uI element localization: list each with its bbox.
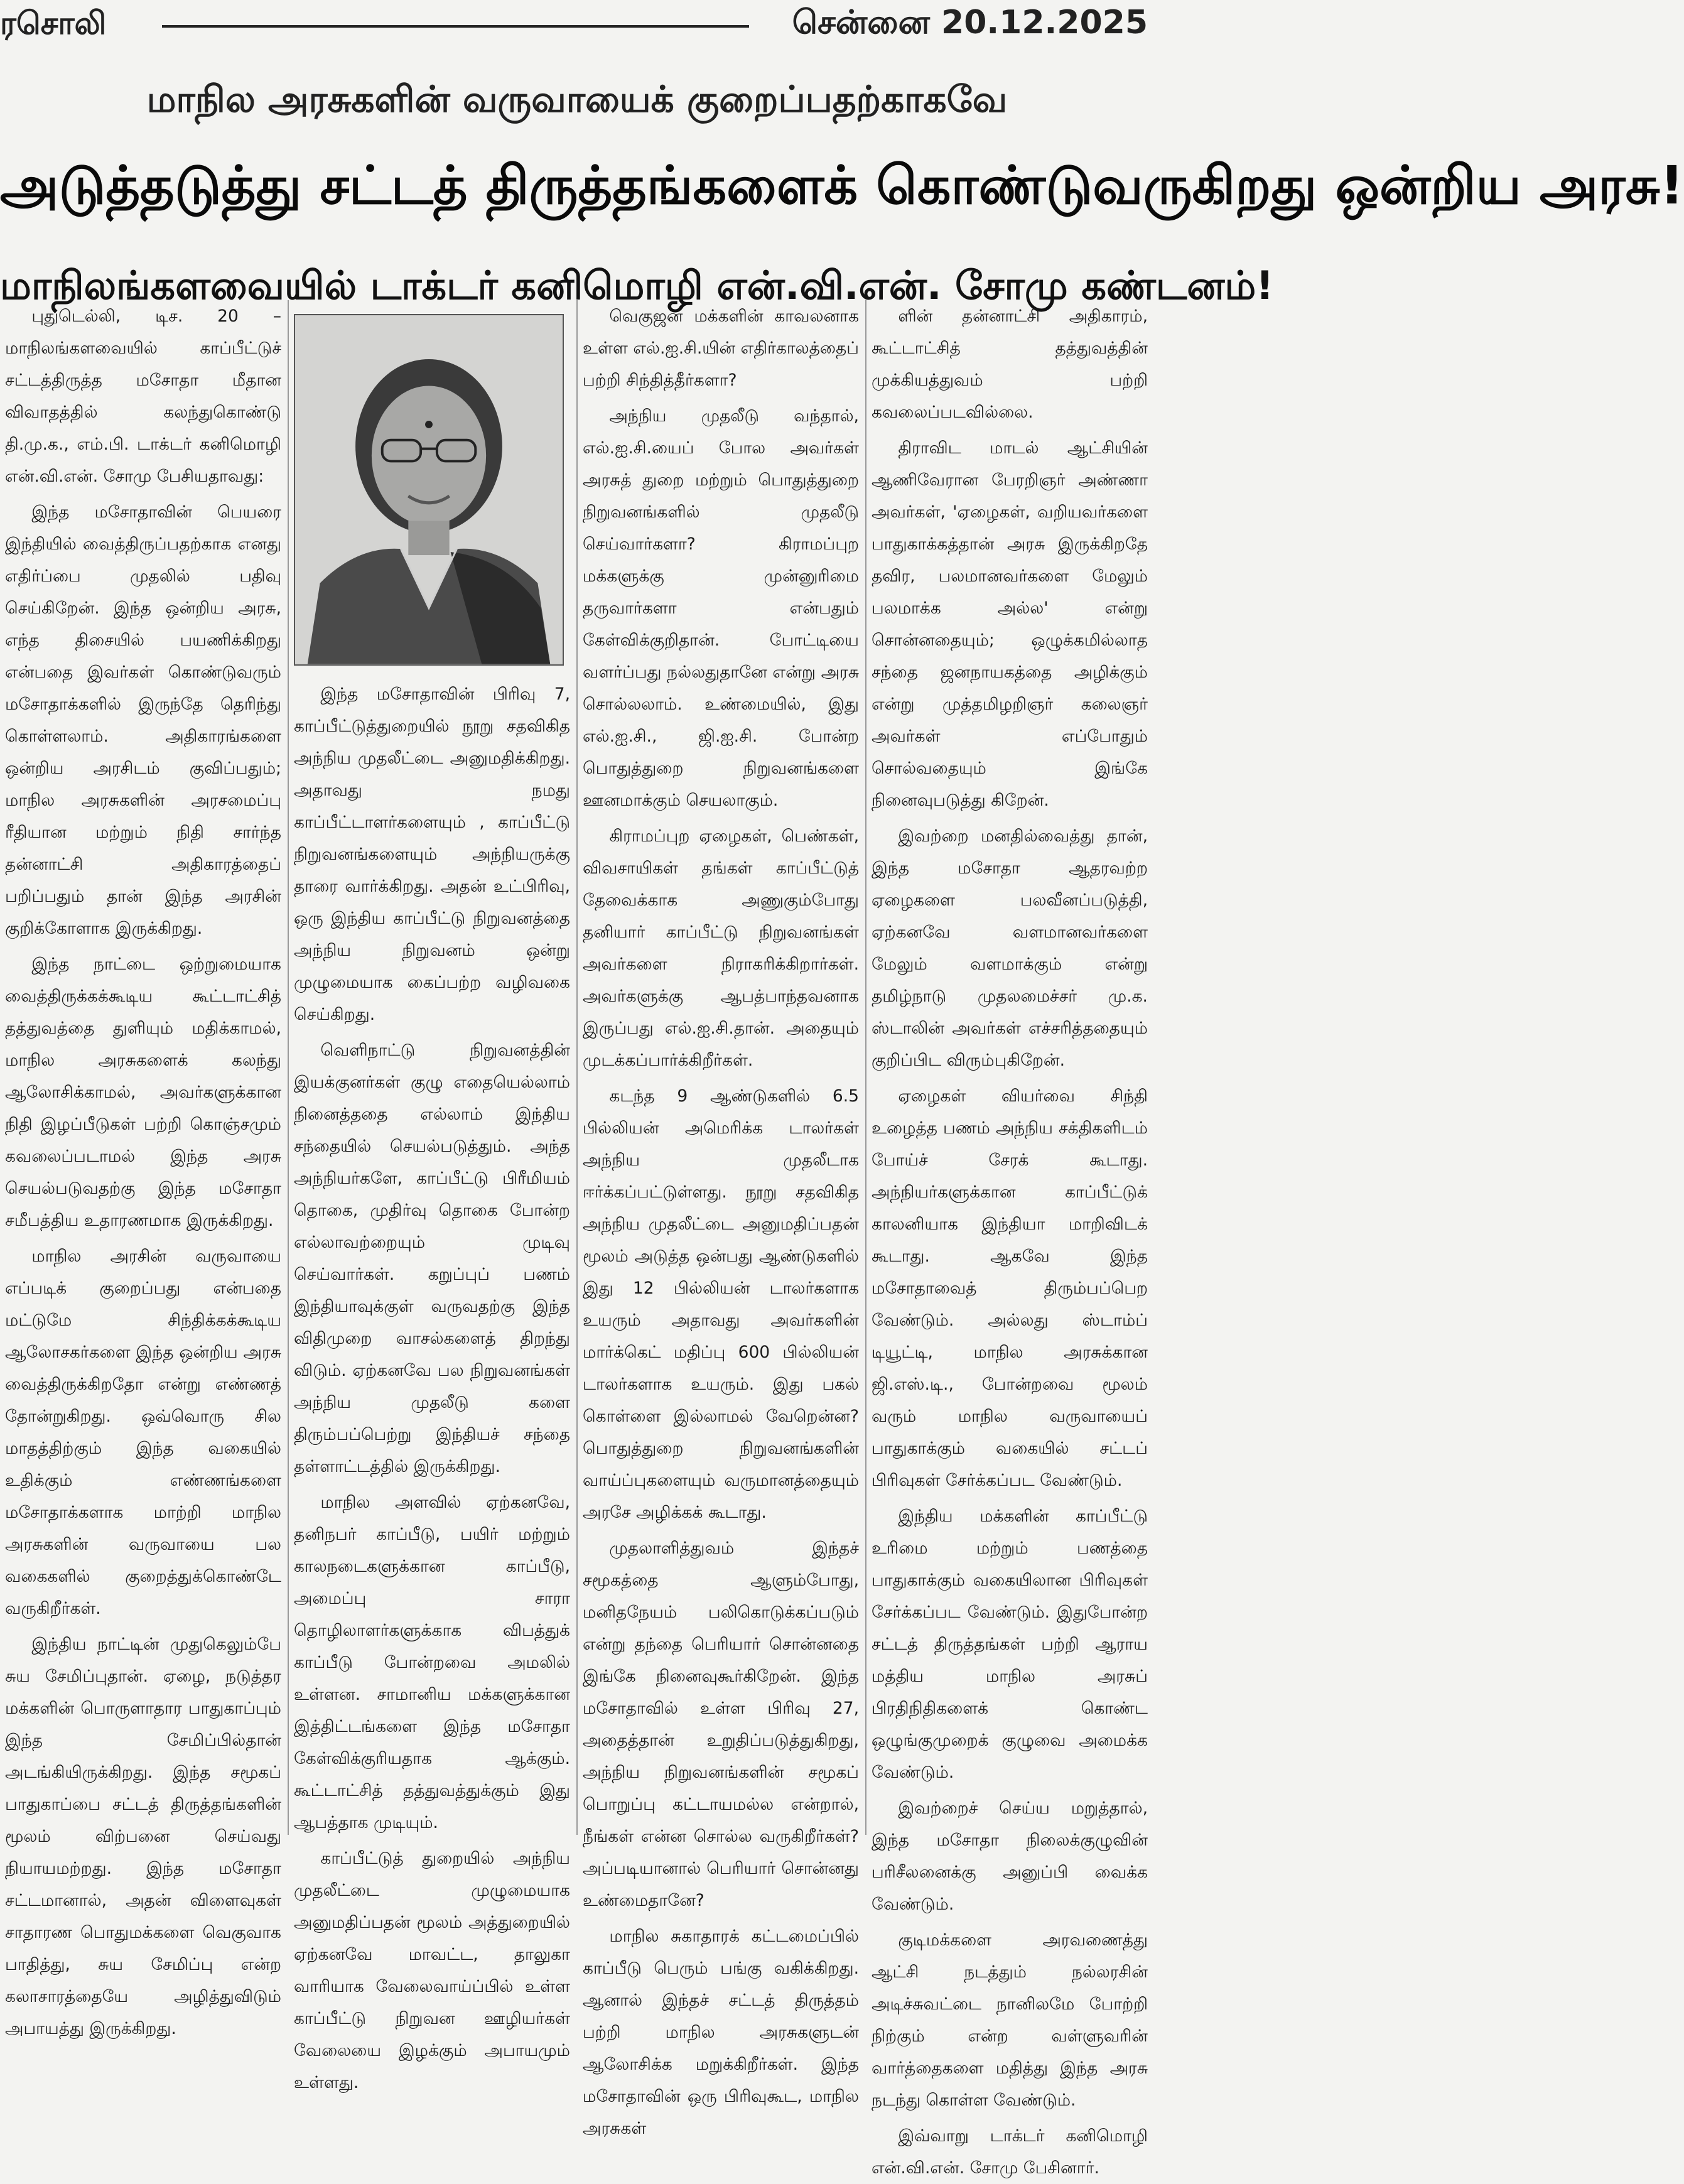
- paragraph: குடிமக்களை அரவணைத்து ஆட்சி நடத்தும் நல்லரசின் அடிச்சுவட்டை நானிலமே போற்றி நிற்கும் என்ற வள்ளுவரின் வார்த்தைகளை மதித்து இந்த அரசு நடந்து கொள்ள வேண்டும்.: [872, 1930, 1148, 2110]
- article-column-1: [5, 300, 281, 2038]
- paragraph: வெகுஜன மக்களின் காவலனாக உள்ள எல்.ஐ.சி.யின் எதிர்காலத்தைப் பற்றி சிந்தித்தீர்களா?: [583, 306, 859, 390]
- paragraph: வெளிநாட்டு நிறுவனத்தின் இயக்குனர்கள் குழு எதையெல்லாம் நினைத்ததை எல்லாம் இந்திய சந்தையில் செயல்படுத்தும். அந்த அந்நியர்களே, காப்பீட்டு பிரீமியம் தொகை, முதிர்வு தொகை போன்ற எல்லாவற்றையும் முடிவு செய்வார்கள். கறுப்புப் பணம் இந்தியாவுக்குள் வருவதற்கு இந்த விதிமுறை வாசல்களைத் திறந்து விடும். ஏற்கனவே பல நிறுவனங்கள் அந்நிய முதலீடு களை திரும்பப்பெற்று இந்தியச் சந்தை தள்ளாட்டத்தில் இருக்கிறது.: [294, 1041, 570, 1476]
- portrait-person-icon: [295, 315, 563, 664]
- portrait-photo: [294, 314, 564, 666]
- paragraph: இந்திய நாட்டின் முதுகெலும்பே சுய சேமிப்புதான். ஏழை, நடுத்தர மக்களின் பொருளாதார பாதுகாப்பும் இந்த சேமிப்பில்தான் அடங்கியிருக்கிறது. இந்த சமூகப் பாதுகாப்பை சட்டத் திருத்தங்களின் மூலம் விற்பனை செய்வது நியாயமற்றது. இந்த மசோதா சட்டமானால், அதன் விளைவுகள் சாதாரண பொதுமக்களை வெகுவாக பாதித்து, சுய சேமிப்பு என்ற கலாசாரத்தையே அழித்துவிடும் அபாயத்து இருக்கிறது.: [5, 1635, 281, 2038]
- paragraph: காப்பீட்டுத் துறையில் அந்நிய முதலீட்டை முழுமையாக அனுமதிப்பதன் மூலம் அத்துறையில் ஏற்கனவே மாவட்ட, தாலுகா வாரியாக வேலைவாய்ப்பில் உள்ள காப்பீட்டு நிறுவன ஊழியர்கள் வேலையை இழக்கும் அபாயமும் உள்ளது.: [294, 1849, 570, 2092]
- headline-kicker: மாநில அரசுகளின் வருவாயைக் குறைப்பதற்காகவே: [146, 78, 1008, 121]
- paragraph: கடந்த 9 ஆண்டுகளில் 6.5 பில்லியன் அமெரிக்க டாலர்கள் அந்நிய முதலீடாக ஈர்க்கப்பட்டுள்ளது. நூறு சதவிகித அந்நிய முதலீட்டை அனுமதிப்பதன் மூலம் அடுத்த ஒன்பது ஆண்டுகளில் இது 12 பில்லியன் டாலர்களாக உயரும் அதாவது அவர்களின் மார்க்கெட் மதிப்பு 600 பில்லியன் டாலர்களாக உயரும். இது பகல் கொள்ளை இல்லாமல் வேறென்ன? பொதுத்துறை நிறுவனங்களின் வாய்ப்புகளையும் வருமானத்தையும் அரசே அழிக்கக் கூடாது.: [583, 1086, 859, 1522]
- paragraph: மாநில அரசின் வருவாயை எப்படிக் குறைப்பது என்பதை மட்டுமே சிந்திக்கக்கூடிய ஆலோசகர்களை இந்த ஒன்றிய அரசு வைத்திருக்கிறதோ என்று எண்ணத் தோன்றுகிறது. ஒவ்வொரு சில மாதத்திற்கும் இந்த வகையில் உதிக்கும் எண்ணங்களை மசோதாக்களாக மாற்றி மாநில அரசுகளின் வருவாயை பல வகைகளில் குறைத்துக்கொண்டே வருகிறீர்கள்.: [5, 1246, 281, 1618]
- article-column-2: [294, 678, 570, 2092]
- paragraph: புதுடெல்லி, டிச. 20 – மாநிலங்களவையில் காப்பீட்டுச் சட்டத்திருத்த மசோதா மீதான விவாதத்தில் கலந்துகொண்டு தி.மு.க., எம்.பி. டாக்டர் கனிமொழி என்.வி.என். சோமு பேசியதாவது:: [5, 306, 281, 486]
- headline-main: அடுத்தடுத்து சட்டத் திருத்தங்களைக் கொண்டுவருகிறது ஒன்றிய அரசு!: [0, 154, 1684, 216]
- paragraph: இந்த மசோதாவின் பெயரை இந்தியில் வைத்திருப்பதற்காக எனது எதிர்ப்பை முதலில் பதிவு செய்கிறேன். இந்த ஒன்றிய அரசு, எந்த திசையில் பயணிக்கிறது என்பதை இவர்கள் கொண்டுவரும் மசோதாக்களில் இருந்தே தெரிந்து கொள்ளலாம். அதிகாரங்களை ஒன்றிய அரசிடம் குவிப்பதும்; மாநில அரசுகளின் அரசமைப்பு ரீதியான மற்றும் நிதி சார்ந்த தன்னாட்சி அதிகாரத்தைப் பறிப்பதும் தான் இந்த அரசின் குறிக்கோளாக இருக்கிறது.: [5, 502, 281, 938]
- paragraph: மாநில சுகாதாரக் கட்டமைப்பில் காப்பீடு பெரும் பங்கு வகிக்கிறது. ஆனால் இந்தச் சட்டத் திருத்தம் பற்றி மாநில அரசுகளுடன் ஆலோசிக்க மறுக்கிறீர்கள். இந்த மசோதாவின் ஒரு பிரிவுகூட, மாநில அரசுகள்: [583, 1927, 859, 2138]
- paragraph: இந்த நாட்டை ஒற்றுமையாக வைத்திருக்கக்கூடிய கூட்டாட்சித் தத்துவத்தை துளியும் மதிக்காமல், மாநில அரசுகளைக் கலந்து ஆலோசிக்காமல், அவர்களுக்கான நிதி இழப்பீடுகள் பற்றி கொஞ்சமும் கவலைப்படாமல் இந்த அரசு செயல்படுவதற்கு இந்த மசோதா சமீபத்திய உதாரணமாக இருக்கிறது.: [5, 954, 281, 1230]
- newspaper-name: ரசொலி: [0, 5, 107, 41]
- paragraph: ஏழைகள் வியர்வை சிந்தி உழைத்த பணம் அந்நிய சக்திகளிடம் போய்ச் சேரக் கூடாது. அந்நியர்களுக்கான காப்பீட்டுக் காலனியாக இந்தியா மாறிவிடக் கூடாது. ஆகவே இந்த மசோதாவைத் திரும்பப்பெற வேண்டும். அல்லது ஸ்டாம்ப் டியூட்டி, மாநில அரசுக்கான ஜி.எஸ்.டி., போன்றவை மூலம் வரும் மாநில வருவாயைப் பாதுகாக்கும் வகையில் சட்டப் பிரிவுகள் சேர்க்கப்பட வேண்டும்.: [872, 1086, 1148, 1490]
- paragraph: இந்திய மக்களின் காப்பீட்டு உரிமை மற்றும் பணத்தை பாதுகாக்கும் வகையிலான பிரிவுகள் சேர்க்கப்பட வேண்டும். இதுபோன்ற சட்டத் திருத்தங்கள் பற்றி ஆராய மத்திய மாநில அரசுப் பிரதிநிதிகளைக் கொண்ட ஒழுங்குமுறைக் குழுவை அமைக்க வேண்டும்.: [872, 1506, 1148, 1782]
- paragraph: ளின் தன்னாட்சி அதிகாரம், கூட்டாட்சித் தத்துவத்தின் முக்கியத்துவம் பற்றி கவலைப்படவில்லை.: [872, 306, 1148, 422]
- paragraph: இவ்வாறு டாக்டர் கனிமொழி என்.வி.என். சோமு பேசினார்.: [872, 2126, 1148, 2178]
- column-divider: [288, 300, 289, 1835]
- paragraph: மாநில அளவில் ஏற்கனவே, தனிநபர் காப்பீடு, பயிர் மற்றும் காலநடைகளுக்கான காப்பீடு, அமைப்பு சாரா தொழிலாளர்களுக்காக விபத்துக் காப்பீடு போன்றவை அமலில் உள்ளன. சாமானிய மக்களுக்கான இத்திட்டங்களை இந்த மசோதா கேள்விக்குரியதாக ஆக்கும். கூட்டாட்சித் தத்துவத்துக்கும் இது ஆபத்தாக முடியும்.: [294, 1493, 570, 1832]
- paragraph: அந்நிய முதலீடு வந்தால், எல்.ஐ.சி.யைப் போல அவர்கள் அரசுத் துறை மற்றும் பொதுத்துறை நிறுவனங்களில் முதலீடு செய்வார்களா? கிராமப்புற மக்களுக்கு முன்னுரிமை தருவார்களா என்பதும் கேள்விக்குறிதான். போட்டியை வளர்ப்பது நல்லதுதானே என்று அரசு சொல்லலாம். உண்மையில், இது எல்.ஐ.சி., ஜி.ஐ.சி. போன்ற பொதுத்துறை நிறுவனங்களை ஊனமாக்கும் செயலாகும்.: [583, 406, 859, 810]
- paragraph: இந்த மசோதாவின் பிரிவு 7, காப்பீட்டுத்துறையில் நூறு சதவிகித அந்நிய முதலீட்டை அனுமதிக்கிறது. அதாவது நமது காப்பீட்டாளர்களையும் , காப்பீட்டு நிறுவனங்களையும் அந்நியருக்கு தாரை வார்க்கிறது. அதன் உட்பிரிவு, ஒரு இந்திய காப்பீட்டு நிறுவனத்தை அந்நிய நிறுவனம் ஒன்று முழுமையாக கைப்பற்ற வழிவகை செய்கிறது.: [294, 684, 570, 1024]
- masthead: [0, 0, 1154, 51]
- article-column-4: [872, 300, 1148, 2178]
- paragraph: திராவிட மாடல் ஆட்சியின் ஆணிவேரான பேரறிஞர் அண்ணா அவர்கள், 'ஏழைகள், வறியவர்களை பாதுகாக்கத்தான் அரசு இருக்கிறதே தவிர, பலமானவர்களை மேலும் பலமாக்க அல்ல' என்று சொன்னதையும்; ஒழுக்கமில்லாத சந்தை ஜனநாயகத்தை அழிக்கும் என்று முத்தமிழறிஞர் கலைஞர் அவர்கள் எப்போதும் சொல்வதையும் இங்கே நினைவுபடுத்து கிறேன்.: [872, 438, 1148, 810]
- masthead-rule: [162, 25, 749, 28]
- paragraph: கிராமப்புற ஏழைகள், பெண்கள், விவசாயிகள் தங்கள் காப்பீட்டுத் தேவைக்காக அணுகும்போது தனியார் காப்பீட்டு நிறுவனங்கள் அவர்களை நிராகரிக்கிறார்கள். அவர்களுக்கு ஆபத்பாந்தவனாக இருப்பது எல்.ஐ.சி.தான். அதையும் முடக்கப்பார்க்கிறீர்கள்.: [583, 826, 859, 1070]
- column-divider: [865, 300, 866, 1835]
- column-divider: [576, 300, 578, 1835]
- city-dateline: சென்னை 20.12.2025: [792, 4, 1148, 41]
- paragraph: இவற்றை மனதில்வைத்து தான், இந்த மசோதா ஆதரவற்ற ஏழைகளை பலவீனப்படுத்தி, ஏற்கனவே வளமானவர்களை மேலும் வளமாக்கும் என்று தமிழ்நாடு முதலமைச்சர் மு.க. ஸ்டாலின் அவர்கள் எச்சரித்ததையும் குறிப்பிட விரும்புகிறேன்.: [872, 826, 1148, 1070]
- article-column-3: [583, 300, 859, 2138]
- paragraph: இவற்றைச் செய்ய மறுத்தால், இந்த மசோதா நிலைக்குழுவின் பரிசீலனைக்கு அனுப்பி வைக்க வேண்டும்.: [872, 1798, 1148, 1914]
- paragraph: முதலாளித்துவம் இந்தச் சமூகத்தை ஆளும்போது, மனிதநேயம் பலிகொடுக்கப்படும் என்று தந்தை பெரியார் சொன்னதை இங்கே நினைவுகூர்கிறேன். இந்த மசோதாவில் உள்ள பிரிவு 27, அதைத்தான் உறுதிப்படுத்துகிறது, அந்நிய நிறுவனங்களின் சமூகப் பொறுப்பு கட்டாயமல்ல என்றால், நீங்கள் என்ன சொல்ல வருகிறீர்கள்? அப்படியானால் பெரியார் சொன்னது உண்மைதானே?: [583, 1538, 859, 1910]
- headline-sub: மாநிலங்களவையில் டாக்டர் கனிமொழி என்.வி.என். சோமு கண்டனம்!: [0, 262, 1274, 308]
